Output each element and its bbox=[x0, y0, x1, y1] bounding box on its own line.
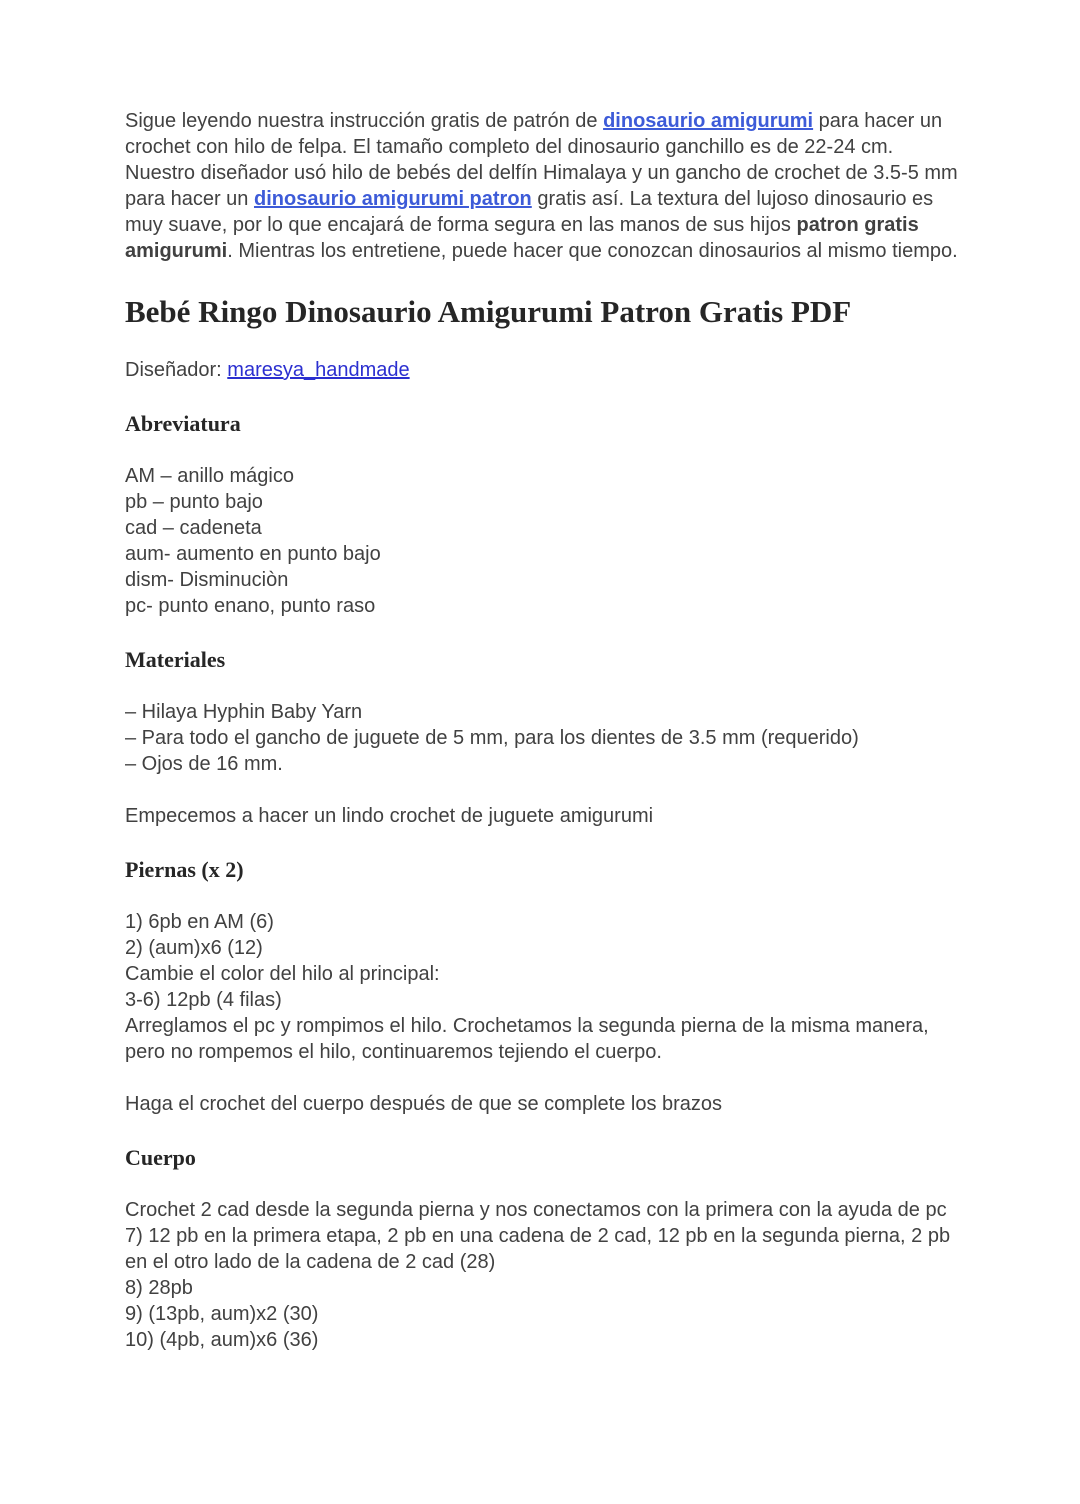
intro-text-1: Sigue leyendo nuestra instrucción gratis de patrón de bbox=[125, 110, 604, 132]
heading-cuerpo: Cuerpo bbox=[125, 1145, 196, 1170]
instruction-line: 2) (aum)x6 (12) bbox=[125, 937, 263, 959]
intro-text-4: . Mientras los entretiene, puede hacer que conozcan dinosaurios al mismo tiempo. bbox=[227, 240, 958, 262]
instruction-line: Cambie el color del hilo al principal: bbox=[125, 963, 440, 985]
materiales-list bbox=[125, 699, 958, 777]
abreviatura-list bbox=[125, 463, 958, 619]
intro-bold-patron-gratis: patron gratis amigurumi bbox=[125, 214, 919, 262]
cuerpo-instructions bbox=[125, 1197, 958, 1353]
abbrev-item: pc- punto enano, punto raso bbox=[125, 595, 376, 617]
instruction-line: Arreglamos el pc y rompimos el hilo. Crochetamos la segunda pierna de la misma manera, pero no rompemos el hilo, continuaremos tejiendo el cuerpo. bbox=[125, 1015, 929, 1063]
page-title: Bebé Ringo Dinosaurio Amigurumi Patron Gratis PDF bbox=[125, 294, 852, 329]
material-item: – Hilaya Hyphin Baby Yarn bbox=[125, 701, 363, 723]
abbrev-item: cad – cadeneta bbox=[125, 517, 262, 539]
designer-line bbox=[125, 357, 958, 383]
link-designer-maresya-handmade[interactable]: maresya_handmade bbox=[227, 359, 410, 381]
heading-piernas: Piernas (x 2) bbox=[125, 857, 244, 882]
link-dinosaurio-amigurumi[interactable]: dinosaurio amigurumi bbox=[603, 110, 814, 132]
instruction-line: 7) 12 pb en la primera etapa, 2 pb en una cadena de 2 cad, 12 pb en la segunda pierna, 2 pb en el otro lado de la cadena de 2 cad (28) bbox=[125, 1225, 951, 1273]
piernas-note: Haga el crochet del cuerpo después de que se complete los brazos bbox=[125, 1093, 723, 1115]
instruction-line: 9) (13pb, aum)x2 (30) bbox=[125, 1303, 319, 1325]
instruction-line: Crochet 2 cad desde la segunda pierna y nos conectamos con la primera con la ayuda de pc bbox=[125, 1199, 947, 1221]
material-item: – Ojos de 16 mm. bbox=[125, 753, 283, 775]
piernas-instructions bbox=[125, 909, 958, 1065]
abbrev-item: aum- aumento en punto bajo bbox=[125, 543, 381, 565]
heading-materiales: Materiales bbox=[125, 647, 226, 672]
instruction-line: 10) (4pb, aum)x6 (36) bbox=[125, 1329, 319, 1351]
abbrev-item: dism- Disminuciòn bbox=[125, 569, 289, 591]
designer-label: Diseñador: bbox=[125, 359, 228, 381]
heading-abreviatura: Abreviatura bbox=[125, 411, 241, 436]
intro-text-3: gratis así. La textura del lujoso dinosaurio es muy suave, por lo que encajará de forma segura en las manos de sus hijos bbox=[125, 188, 934, 236]
material-item: – Para todo el gancho de juguete de 5 mm, para los dientes de 3.5 mm (requerido) bbox=[125, 727, 859, 749]
instruction-line: 3-6) 12pb (4 filas) bbox=[125, 989, 282, 1011]
instruction-line: 1) 6pb en AM (6) bbox=[125, 911, 274, 933]
link-dinosaurio-amigurumi-patron[interactable]: dinosaurio amigurumi patron bbox=[253, 188, 532, 210]
intro-text-2: para hacer un crochet con hilo de felpa. El tamaño completo del dinosaurio ganchillo es de 22-24 cm. Nuestro diseñador usó hilo de bebés del delfín Himalaya y un gancho de crochet de 3.5-5 mm para hacer un bbox=[125, 110, 958, 210]
materiales-note: Empecemos a hacer un lindo crochet de juguete amigurumi bbox=[125, 805, 654, 827]
instruction-line: 8) 28pb bbox=[125, 1277, 193, 1299]
abbrev-item: AM – anillo mágico bbox=[125, 465, 294, 487]
abbrev-item: pb – punto bajo bbox=[125, 491, 263, 513]
intro-paragraph bbox=[125, 108, 958, 264]
